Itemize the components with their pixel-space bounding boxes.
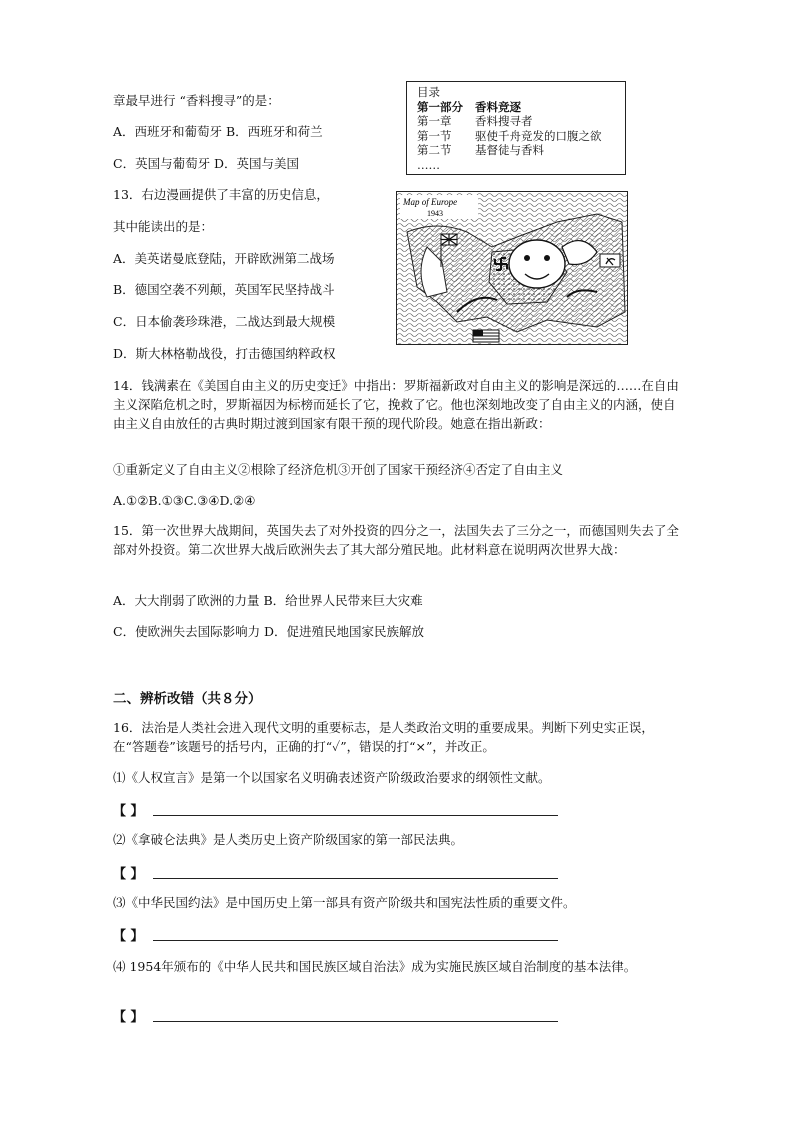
q14-options: A.①②B.①③C.③④D.②④ <box>113 493 256 508</box>
q16-statement-3: ⑶《中华民国约法》是中国历史上第一部具有资产阶级共和国宪法性质的重要文件。 <box>113 895 576 910</box>
toc-row-text: 香料竞逐 <box>475 99 521 114</box>
answer-bracket[interactable]: 【 】 <box>113 867 144 882</box>
toc-row-text: 驱使千舟竞发的口腹之欲 <box>475 128 602 143</box>
q12-options-ab: A．西班牙和葡萄牙 B．西班牙和荷兰 <box>113 124 323 139</box>
toc-row <box>417 114 625 129</box>
cartoon-illustration <box>397 192 628 345</box>
toc-row-label: 第一章 <box>417 114 452 128</box>
q15-stem: 15．第一次世界大战期间，英国失去了对外投资的四分之一，法国失去了三分之一，而德国则失去了全部对外投资。第二次世界大战后欧洲失去了其大部分殖民地。此材料意在说明两次世界大战： <box>113 523 679 557</box>
toc-row-text: 香料搜寻者 <box>475 114 533 128</box>
q13-option-c: C．日本偷袭珍珠港，二战达到最大规模 <box>113 314 336 329</box>
q13-stem-line1: 13．右边漫画提供了丰富的历史信息， <box>113 187 329 202</box>
q15-options-cd: C．使欧洲失去国际影响力 D．促进殖民地国家民族解放 <box>113 624 425 639</box>
answer-line[interactable] <box>153 1006 558 1022</box>
section-heading: 二、辨析改错（共８分） <box>113 691 262 707</box>
q12-options-cd: C．英国与葡萄牙 D．英国与美国 <box>113 156 300 171</box>
toc-row <box>417 158 625 173</box>
toc-row-label: …… <box>417 157 440 172</box>
cartoon-map-of-europe <box>396 191 628 345</box>
toc-row <box>417 143 625 158</box>
answer-line[interactable] <box>153 925 558 941</box>
q16-statement-4: ⑷ 1954年颁布的《中华人民共和国民族区域自治法》成为实施民族区域自治制度的基本法律。 <box>113 959 637 974</box>
cartoon-title: Map of Europe <box>403 197 458 207</box>
toc-row <box>417 129 625 144</box>
q13-option-a: A．美英诺曼底登陆，开辟欧洲第二战场 <box>113 251 335 266</box>
toc-title: 目录 <box>417 85 440 99</box>
toc-row <box>417 100 625 115</box>
q12-stem: 章最早进行 “香料搜寻”的是： <box>113 93 280 108</box>
toc-row-label: 第一节 <box>417 128 452 143</box>
answer-bracket[interactable]: 【 】 <box>113 929 144 944</box>
toc-row-text: 基督徒与香料 <box>475 143 544 157</box>
q13-stem-line2: 其中能读出的是： <box>113 219 214 234</box>
q16-statement-1: ⑴《人权宣言》是第一个以国家名义明确表述资产阶级政治要求的纲领性文献。 <box>113 770 551 785</box>
answer-line[interactable] <box>153 863 558 879</box>
answer-line[interactable] <box>153 800 558 816</box>
answer-bracket[interactable]: 【 】 <box>113 804 144 819</box>
q13-option-b: B．德国空袭不列颠，英国军民坚持战斗 <box>113 282 335 297</box>
cartoon-year: 1943 <box>427 209 443 218</box>
q14-stem: 14．钱满素在《美国自由主义的历史变迁》中指出：罗斯福新政对自由主义的影响是深远的……在自由主义深陷危机之时，罗斯福因为标榜而延长了它，挽救了它。他也深刻地改变了自由主义的内涵，使自由主义自由放任的古典时期过渡到国家有限干预的现代阶段。她意在指出新政： <box>113 378 679 431</box>
toc-row-label: 第二节 <box>417 143 452 157</box>
q13-option-d: D．斯大林格勒战役，打击德国纳粹政权 <box>113 346 336 361</box>
q16-stem: 16．法治是人类社会进入现代文明的重要标志，是人类政治文明的重要成果。判断下列史实正误， 在“答题卷”该题号的括号内，正确的打“✓”，错误的打“×”，并改正。 <box>113 720 654 754</box>
q14-items: ①重新定义了自由主义②根除了经济危机③开创了国家干预经济④否定了自由主义 <box>113 462 564 477</box>
q15-options-ab: A．大大削弱了欧洲的力量 B．给世界人民带来巨大灾难 <box>113 593 423 608</box>
toc-row-label: 第一部分 <box>417 99 463 114</box>
toc-box <box>406 81 626 175</box>
answer-bracket[interactable]: 【 】 <box>113 1010 144 1025</box>
q16-statement-2: ⑵《拿破仑法典》是人类历史上资产阶级国家的第一部民法典。 <box>113 832 464 847</box>
